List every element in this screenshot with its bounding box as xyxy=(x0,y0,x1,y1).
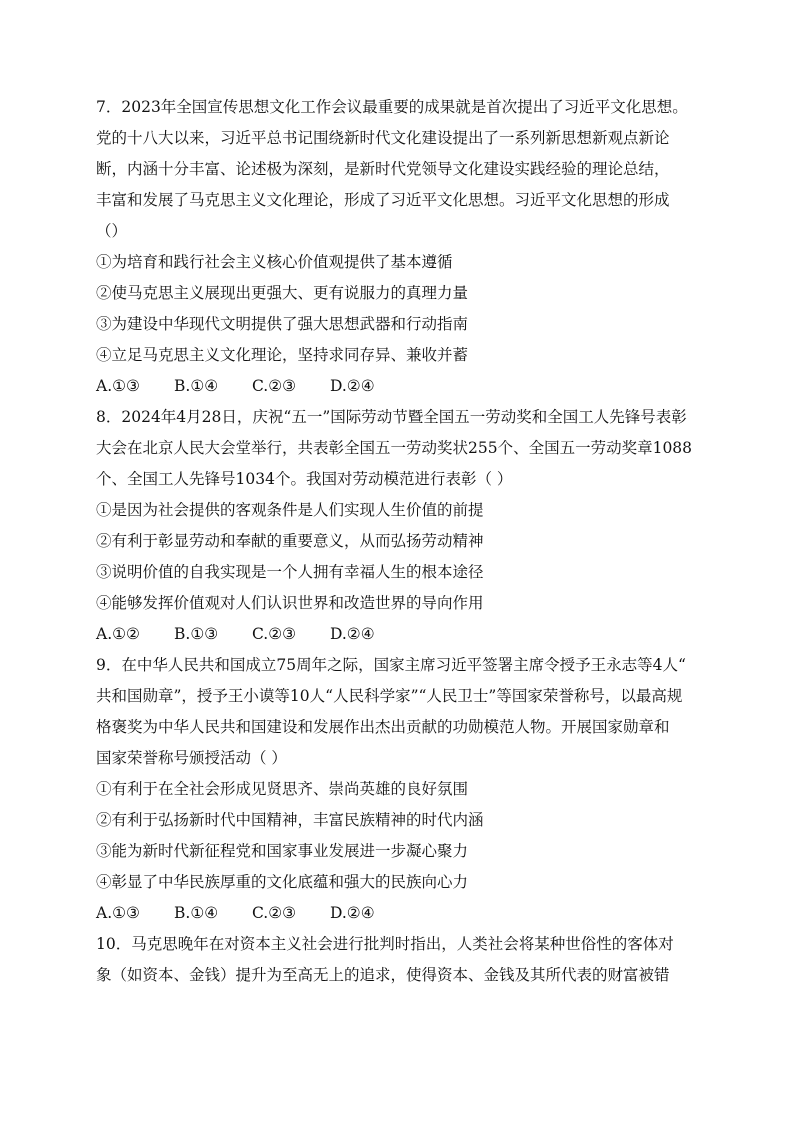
answer-choice-a: A.①② xyxy=(96,625,140,643)
option-statement: ③能为新时代新征程党和国家事业发展进一步凝心聚力 xyxy=(96,842,469,860)
question-7 xyxy=(96,92,708,402)
option-statement: ④彰显了中华民族厚重的文化底蕴和强大的民族向心力 xyxy=(96,873,469,891)
option-statement: ①有利于在全社会形成见贤思齐、崇尚英雄的良好氛围 xyxy=(96,780,469,798)
question-stem-line: 8．2024年4月28日，庆祝“五一”国际劳动节暨全国五一劳动奖和全国工人先锋号表彰 xyxy=(96,408,687,426)
answer-choice-a: A.①③ xyxy=(96,377,140,395)
question-stem-line: 断，内涵十分丰富、论述极为深刻，是新时代党领导文化建设实践经验的理论总结， xyxy=(96,160,670,178)
question-stem-line: 丰富和发展了马克思主义文化理论，形成了习近平文化思想。习近平文化思想的形成 xyxy=(96,191,670,209)
answer-choice-c: C.②③ xyxy=(252,625,297,643)
question-10 xyxy=(96,929,708,991)
option-statement: ②有利于彰显劳动和奉献的重要意义，从而弘扬劳动精神 xyxy=(96,532,484,550)
answer-choice-d: D.②④ xyxy=(330,377,375,395)
question-stem-line: 个、全国工人先锋号1034个。我国对劳动模范进行表彰（ ） xyxy=(96,470,513,488)
question-stem-line: 共和国勋章”，授予王小谟等10人“人民科学家”“人民卫士”等国家荣誉称号，以最高规 xyxy=(96,687,683,705)
option-statement: ③为建设中华现代文明提供了强大思想武器和行动指南 xyxy=(96,315,469,333)
answer-choice-a: A.①③ xyxy=(96,904,140,922)
question-stem-line: 党的十八大以来，习近平总书记围绕新时代文化建设提出了一系列新思想新观点新论 xyxy=(96,129,670,147)
question-stem-line: （） xyxy=(96,222,128,240)
answer-choice-d: D.②④ xyxy=(330,904,375,922)
question-stem-line: 10．马克思晚年在对资本主义社会进行批判时指出，人类社会将某种世俗性的客体对 xyxy=(96,935,674,953)
option-statement: ①为培育和践行社会主义核心价值观提供了基本遵循 xyxy=(96,253,453,271)
exam-page xyxy=(96,92,708,991)
answer-choice-b: B.①④ xyxy=(174,377,219,395)
answer-choice-b: B.①③ xyxy=(174,625,219,643)
question-8 xyxy=(96,402,708,650)
question-stem-line: 9．在中华人民共和国成立75周年之际，国家主席习近平签署主席令授予王永志等4人“ xyxy=(96,656,686,674)
option-statement: ④立足马克思主义文化理论，坚持求同存异、兼收并蓄 xyxy=(96,346,469,364)
question-stem-line: 国家荣誉称号颁授活动（ ） xyxy=(96,749,287,767)
question-stem-line: 象（如资本、金钱）提升为至高无上的追求，使得资本、金钱及其所代表的财富被错 xyxy=(96,966,670,984)
answer-choice-c: C.②③ xyxy=(252,377,297,395)
question-9 xyxy=(96,650,708,929)
option-statement: ①是因为社会提供的客观条件是人们实现人生价值的前提 xyxy=(96,501,484,519)
option-statement: ③说明价值的自我实现是一个人拥有幸福人生的根本途径 xyxy=(96,563,484,581)
answer-choice-b: B.①④ xyxy=(174,904,219,922)
answer-choices xyxy=(96,371,708,402)
option-statement: ②有利于弘扬新时代中国精神，丰富民族精神的时代内涵 xyxy=(96,811,484,829)
answer-choice-d: D.②④ xyxy=(330,625,375,643)
answer-choice-c: C.②③ xyxy=(252,904,297,922)
question-stem-line: 格褒奖为中华人民共和国建设和发展作出杰出贡献的功勋模范人物。开展国家勋章和 xyxy=(96,718,670,736)
question-stem-line: 大会在北京人民大会堂举行，共表彰全国五一劳动奖状255个、全国五一劳动奖章1088 xyxy=(96,439,693,457)
question-stem-line: 7．2023年全国宣传思想文化工作会议最重要的成果就是首次提出了习近平文化思想。 xyxy=(96,98,688,116)
option-statement: ④能够发挥价值观对人们认识世界和改造世界的导向作用 xyxy=(96,594,484,612)
answer-choices xyxy=(96,898,708,929)
answer-choices xyxy=(96,619,708,650)
option-statement: ②使马克思主义展现出更强大、更有说服力的真理力量 xyxy=(96,284,469,302)
